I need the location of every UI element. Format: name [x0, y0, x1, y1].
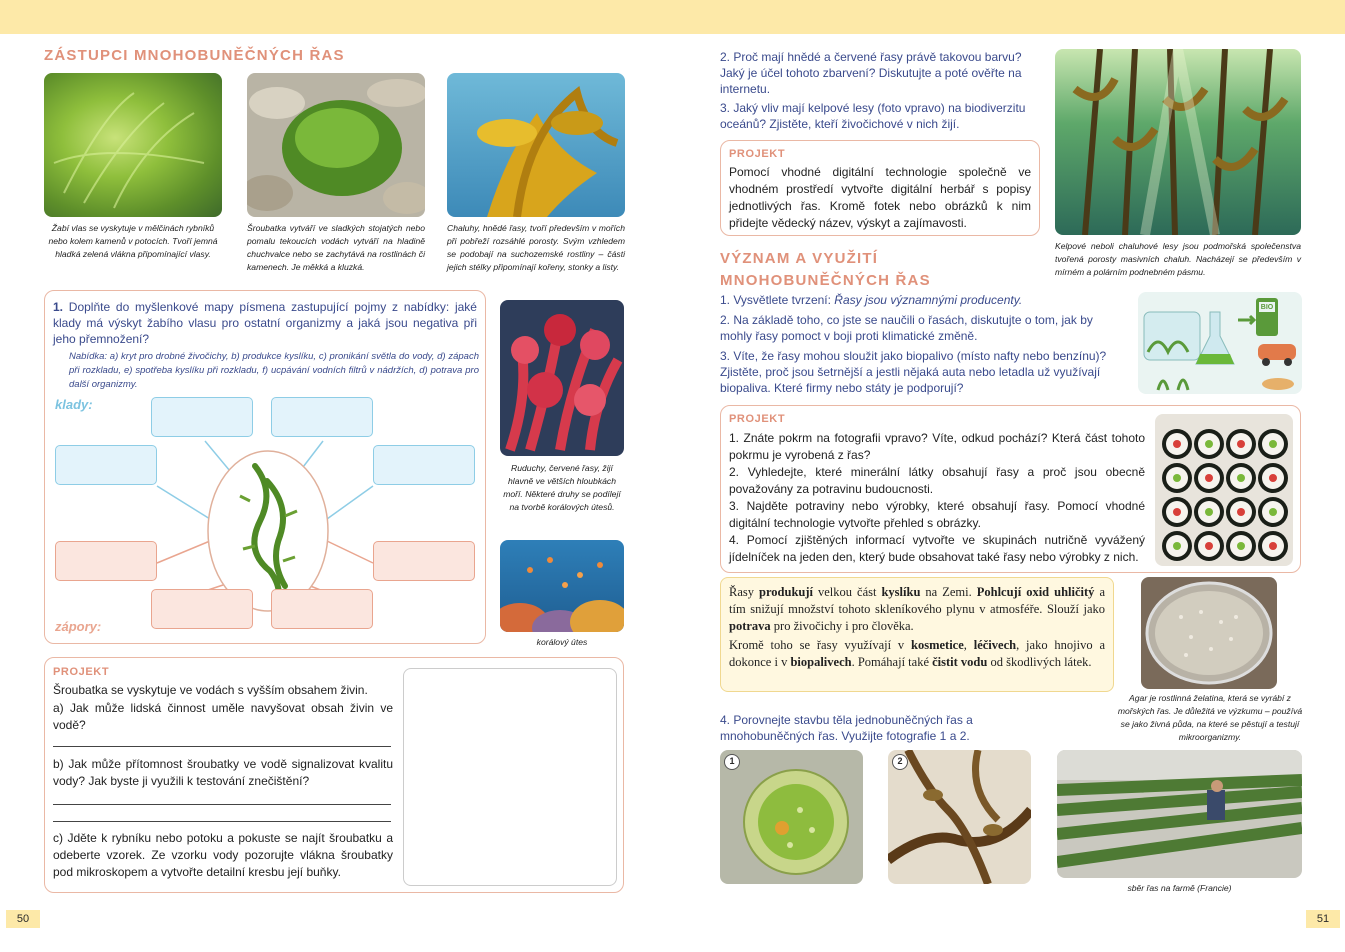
photo-agar: [1141, 577, 1277, 689]
answer-line-a[interactable]: [53, 746, 391, 747]
photo-ruduchy: [500, 300, 624, 456]
task-r1: [720, 292, 1130, 308]
photo-sroubatka: [247, 73, 425, 217]
summary-paragraph-2: Kromě toho se řasy využívají v kosmetice, léčivech, jako hnojivo a dokonce i v biopalivech. Pomáhají také čistit vodu od škodlivých látek.: [729, 638, 1105, 669]
caption-koralovy-utes: korálový útes: [536, 637, 588, 647]
task-r1-italic: Řasy jsou významnými producenty.: [834, 293, 1023, 307]
photo-algae-farm: [1057, 750, 1302, 878]
plus-box-1[interactable]: [151, 397, 253, 437]
project-intro: Šroubatka se vyskytuje ve vodách s vyšším obsahem živin.: [53, 683, 368, 697]
project-question-a: a) Jak může lidská činnost uměle navyšovat obsah živin ve vodě?: [53, 701, 393, 732]
plus-box-3[interactable]: [55, 445, 157, 485]
minus-label: zápory:: [55, 619, 102, 634]
summary-box: [720, 577, 1114, 692]
task1-offer: Nabídka: a) kryt pro drobné živočichy, b) produkce kyslíku, c) pronikání světla do vody, d) zápach při rozkladu, e) spotřeba kyslíku při rozkladu, f) ucpávání vodních filtrů v nádržích, d) potrava pro další organizmy.: [69, 351, 479, 390]
plus-box-2[interactable]: [271, 397, 373, 437]
caption-zabi-vlas: Žabí vlas se vyskytuje v mělčinách rybníků nebo kolem kamenů v potocích. Tvoří jemná hladká zelená vlákna připomínající vlasy.: [48, 223, 218, 259]
illustration-biofuel: [1138, 292, 1302, 394]
task-r1-number: 1.: [720, 293, 731, 307]
page-number-left: 50: [6, 910, 40, 928]
project-title-left: PROJEKT: [53, 666, 110, 678]
right-heading-line2: MNOHOBUNĚČNÝCH ŘAS: [720, 272, 931, 289]
right-heading: [720, 248, 931, 292]
project-box-food: [720, 405, 1301, 573]
project-box-left: [44, 657, 624, 893]
photo-sushi: [1155, 414, 1293, 566]
bio-sign-label: BIO: [1260, 304, 1274, 311]
photo-chaluhy: [447, 73, 625, 217]
task-r2: 2. Na základě toho, co jste se naučili o řasách, diskutujte o tom, jak by mohly řasy pomoct v boji proti klimatické změně.: [720, 313, 1093, 343]
task-r1-text: Vysvětlete tvrzení:: [733, 293, 835, 307]
question-4: 4. Porovnejte stavbu těla jednobuněčných řas a mnohobuněčných řas. Využijte fotografie 1 a 2.: [720, 713, 973, 743]
project-box-herbar: [720, 140, 1040, 236]
photo-2-multicellular: [888, 750, 1031, 884]
project-food-item-1: 1. Znáte pokrm na fotografii vpravo? Víte, odkud pochází? Která část tohoto pokrmu je vyrobená z řas?: [729, 431, 1145, 462]
photo-1-unicellular: [720, 750, 863, 884]
photo-kelp-forest: [1055, 49, 1301, 235]
mind-map-box: [44, 290, 486, 644]
caption-sroubatka: Šroubatka vytváří ve sladkých stojatých nebo pomalu tekoucích vodách vytváří na hladině chuchvalce nebo se zachytává na rostlinách či kamenech. Je měkká a kluzká.: [247, 223, 425, 272]
project-food-item-2: 2. Vyhledejte, které minerální látky obsahují řasy a proč jsou obecně považovány za potravinu budoucnosti.: [729, 465, 1145, 496]
question-2: 2. Proč mají hnědé a červené řasy právě takovou barvu? Jaký je účel tohoto zbarvení? Diskutujte a poté ověřte na internetu.: [720, 50, 1022, 96]
plus-box-4[interactable]: [373, 445, 475, 485]
drawing-area[interactable]: [403, 668, 617, 886]
project-title-food: PROJEKT: [729, 413, 786, 425]
project-question-c: c) Jděte k rybníku nebo potoku a pokuste se najít šroubatku a odeberte vzorek. Ze vzorku vody pozorujte vlákna šroubatky pod mikroskopem a vytvořte detailní kresbu její buňky.: [53, 831, 393, 879]
project-food-item-3: 3. Najděte potraviny nebo výrobky, které obsahují řasy. Pomocí vhodné digitální technologie vytvořte přehled s obrázky.: [729, 499, 1145, 530]
caption-chaluhy: Chaluhy, hnědé řasy, tvoří především v mořích při pobřeží rozsáhlé porosty. Svým vzhledem se podobají na suchozemské rostliny – části jejich stélky připomínají kořeny, stonky a listy.: [447, 223, 625, 272]
photo-zabi-vlas: [44, 73, 222, 217]
caption-kelp: Kelpové neboli chaluhové lesy jsou podmořská společenstva tvořená porosty masivních chaluh. Nacházejí se především v mírném a polárním podnebném pásmu.: [1055, 241, 1301, 277]
project-text-herbar: Pomocí vhodné digitální technologie společně ve vhodném prostředí vytvořte digitální herbář s popisy jednotlivých řas. Kromě fotek nebo obrázků k nim přidejte vědecký název, výskyt a zajímavosti.: [729, 165, 1031, 230]
caption-agar: Agar je rostlinná želatina, která se vyrábí z mořských řas. Je důležitá ve výzkumu – používá se jako živná půda, na které se pěstují a testují mikroorganizmy.: [1117, 693, 1303, 742]
minus-box-4[interactable]: [271, 589, 373, 629]
project-food-item-4: 4. Pomocí zjištěných informací vytvořte ve skupinách nutričně vyvážený jídelníček na jeden den, který bude obsahovat také řasy nebo výrobky z nich.: [729, 533, 1145, 564]
minus-box-1[interactable]: [55, 541, 157, 581]
photo-2-badge: 2: [892, 754, 908, 770]
question-3: 3. Jaký vliv mají kelpové lesy (foto vpravo) na biodiverzitu oceánů? Zjistěte, kteří živočichové v nich žijí.: [720, 101, 1026, 131]
plus-label: klady:: [55, 397, 93, 412]
left-heading: ZÁSTUPCI MNOHOBUNĚČNÝCH ŘAS: [44, 47, 345, 64]
minus-box-2[interactable]: [373, 541, 475, 581]
project-question-b: b) Jak může přítomnost šroubatky ve vodě signalizovat kvalitu vody? Jak byste ji využili k testování znečištění?: [53, 757, 393, 788]
right-heading-line1: VÝZNAM A VYUŽITÍ: [720, 250, 879, 267]
top-bar: [0, 0, 1345, 34]
summary-paragraph-1: Řasy produkují velkou část kyslíku na Zemi. Pohlcují oxid uhličitý a tím snižují množství tohoto skleníkového plynu v atmosféře. Slouží jako potrava pro živočichy i pro člověka.: [729, 585, 1105, 633]
caption-ruduchy: Ruduchy, červené řasy, žijí hlavně ve větších hloubkách moří. Některé druhy se podílejí na tvorbě korálových útesů.: [503, 463, 621, 512]
photo-1-badge: 1: [724, 754, 740, 770]
project-title-herbar: PROJEKT: [729, 148, 786, 160]
project-food-list: [729, 430, 1145, 566]
task1-text: Doplňte do myšlenkové mapy písmena zastupující pojmy z nabídky: jaké klady má výskyt žabího vlasu pro ostatní organizmy a jaká jsou negativa při jeho přemnožení?: [53, 300, 477, 346]
answer-line-b2[interactable]: [53, 821, 391, 822]
answer-line-b1[interactable]: [53, 804, 391, 805]
caption-algae-farm: sběr řas na farmě (Francie): [1127, 883, 1232, 893]
task-r3: 3. Víte, že řasy mohou sloužit jako biopalivo (místo nafty nebo benzínu)? Zjistěte, proč jsou šetrnější a jestli nějaká auta nebo letadla už využívají biopaliva. Které firmy nebo státy je podporují?: [720, 349, 1107, 395]
photo-koralovy-utes: [500, 540, 624, 632]
task1-number: 1.: [53, 300, 64, 314]
minus-box-3[interactable]: [151, 589, 253, 629]
page-number-right: 51: [1306, 910, 1340, 928]
